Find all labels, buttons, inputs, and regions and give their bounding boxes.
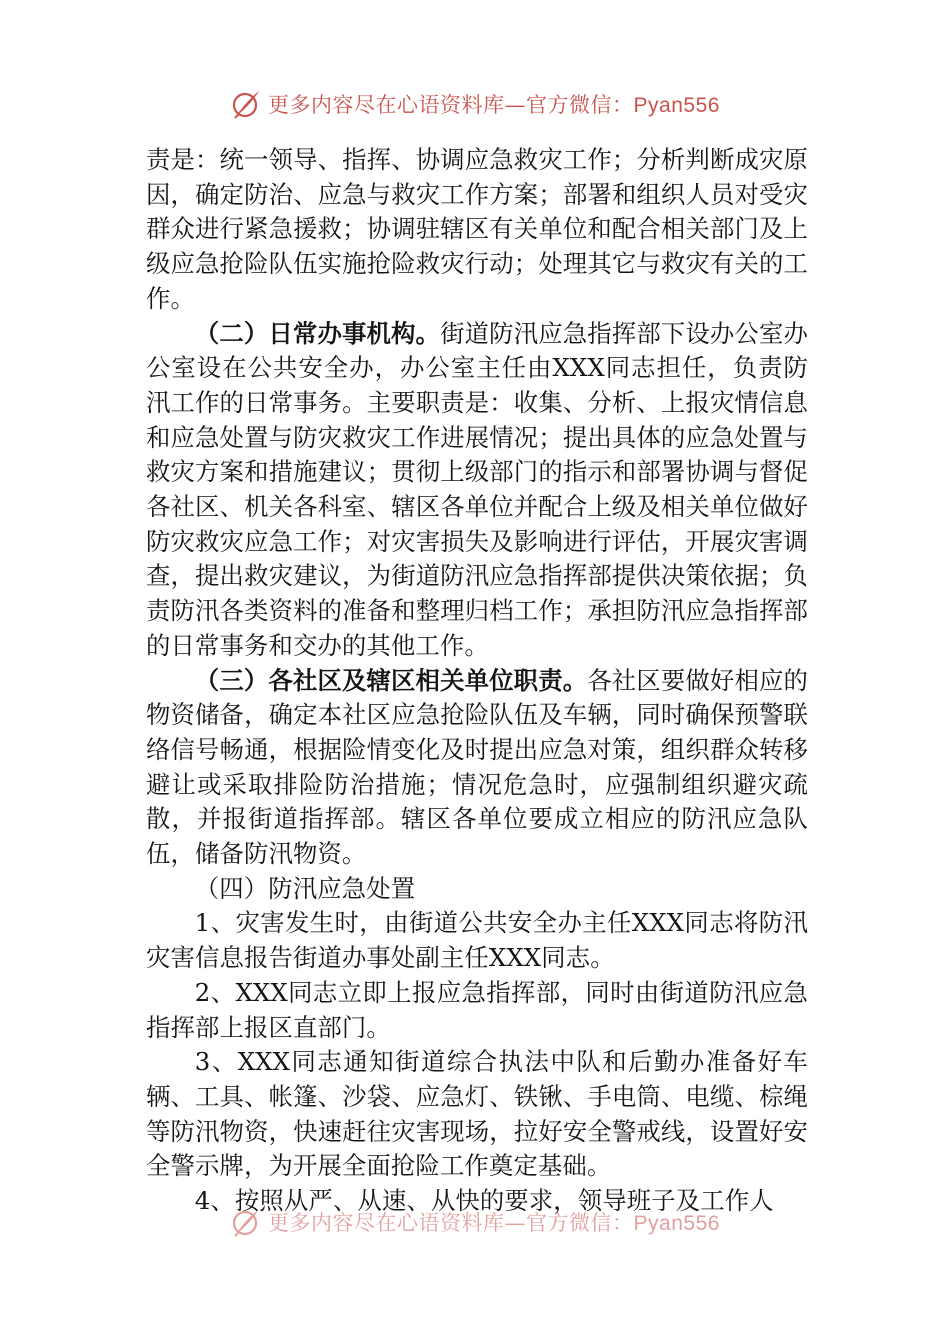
quill-pen-logo-icon (230, 88, 262, 120)
list-item-step-4: 4、按照从严、从速、从快的要求，领导班子及工作人 (194, 1186, 774, 1216)
watermark-banner-top (0, 84, 950, 124)
paragraph-community-duties: （三）各社区及辖区相关单位职责。各社区要做好相应的物资储备，确定本社区应急抢险队伍及车辆，同时确保预警联络信号畅通，根据险情变化及时提出应急对策，组织群众转移避让或采取排险防治措施；情况危急时，应强制组织避灾疏散，并报街道指挥部。辖区各单位要成立相应的防汛应急队伍，储备防汛物资。 (146, 665, 808, 869)
watermark-banner-bottom (0, 1202, 950, 1242)
document-body (146, 143, 808, 1219)
list-item-step-1: 1、灾害发生时，由街道公共安全办主任XXX同志将防汛灾害信息报告街道办事处副主任XXX同志。 (146, 908, 808, 973)
watermark-text: 更多内容尽在心语资料库—官方微信：Pyan556 (268, 93, 720, 117)
paragraph-daily-office: （二）日常办事机构。街道防汛应急指挥部下设办公室办公室设在公共安全办，办公室主任由XXX同志担任，负责防汛工作的日常事务。主要职责是：收集、分析、上报灾情信息和应急处置与防灾救灾工作进展情况；提出具体的应急处置与救灾方案和措施建议；贯彻上级部门的指示和部署协调与督促各社区、机关各科室、辖区各单位并配合上级及相关单位做好防灾救灾应急工作；对灾害损失及影响进行评估，开展灾害调查，提出救灾建议，为街道防汛应急指挥部提供决策依据；负责防汛各类资料的准备和整理归档工作；承担防汛应急指挥部的日常事务和交办的其他工作。 (146, 318, 808, 660)
paragraph-responsibilities: 责是：统一领导、指挥、协调应急救灾工作；分析判断成灾原因，确定防治、应急与救灾工作方案；部署和组织人员对受灾群众进行紧急援救；协调驻辖区有关单位和配合相关部门及上级应急抢险队伍实施抢险救灾行动；处理其它与救灾有关的工作。 (146, 145, 808, 313)
list-item-step-2: 2、XXX同志立即上报应急指挥部，同时由街道防汛应急指挥部上报区直部门。 (146, 977, 808, 1042)
list-item-step-3: 3、XXX同志通知街道综合执法中队和后勤办准备好车辆、工具、帐篷、沙袋、应急灯、铁锹、手电筒、电缆、棕绳等防汛物资，快速赶往灾害现场，拉好安全警戒线，设置好安全警示牌，为开展全面抢险工作奠定基础。 (146, 1047, 808, 1181)
section-heading: （二）日常办事机构。 (194, 318, 441, 348)
watermark-text: 更多内容尽在心语资料库—官方微信：Pyan556 (268, 1211, 720, 1235)
wechat-id: Pyan556 (633, 1212, 720, 1235)
wechat-id: Pyan556 (633, 94, 720, 117)
section-heading-flood-response: （四）防汛应急处置 (194, 873, 416, 903)
section-heading: （三）各社区及辖区相关单位职责。 (194, 665, 588, 695)
quill-pen-logo-icon (230, 1206, 262, 1238)
